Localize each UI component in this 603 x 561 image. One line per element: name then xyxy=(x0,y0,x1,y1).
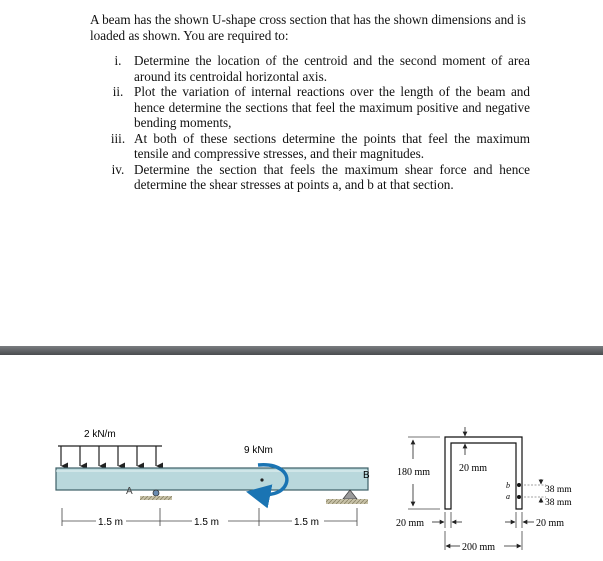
task-item xyxy=(100,84,530,131)
support-a-label: A xyxy=(126,486,133,497)
point-b-marker xyxy=(517,483,521,487)
dim-left-20: 20 mm xyxy=(396,518,425,529)
dim-180: 180 mm xyxy=(397,467,431,478)
dim-top-20: 20 mm xyxy=(459,463,488,474)
point-a-label: a xyxy=(506,492,510,501)
moment-label: 9 kNm xyxy=(244,445,273,456)
task-item xyxy=(100,131,530,162)
problem-intro: A beam has the shown U-shape cross section that has the shown dimensions and is loaded as shown. You are required to: xyxy=(90,12,526,43)
dim-200: 200 mm xyxy=(462,542,496,553)
task-number: iii. xyxy=(110,130,126,146)
task-number: ii. xyxy=(112,84,124,99)
point-a-marker xyxy=(517,495,521,499)
dim-right-20: 20 mm xyxy=(536,518,565,529)
span-1-label: 1.5 m xyxy=(98,517,124,528)
task-text: Determine the section that feels the maximum shear force and hence determine the shear stresses at points a, and b at that section. xyxy=(134,161,530,192)
task-text: Plot the variation of internal reactions over the length of the beam and hence determine the sections that feel the maximum positive and negative bending moments, xyxy=(134,84,530,130)
distributed-load xyxy=(58,429,162,466)
span-dimensions xyxy=(62,508,357,528)
section-divider xyxy=(0,346,603,355)
dim-38-a: 38 mm xyxy=(545,498,572,508)
span-2-label: 1.5 m xyxy=(194,517,220,528)
task-list xyxy=(100,53,530,193)
load-label: 2 kN/m xyxy=(84,429,116,440)
point-b-label: b xyxy=(506,481,510,490)
task-number: iv. xyxy=(111,161,125,177)
task-text: At both of these sections determine the points that feel the maximum tensile and compressive stresses, and their magnitudes. xyxy=(134,130,530,161)
dim-38-b: 38 mm xyxy=(545,485,572,495)
task-text: Determine the location of the centroid and the second moment of area around its centroidal horizontal axis. xyxy=(134,53,530,84)
task-item xyxy=(100,162,530,193)
beam-figure xyxy=(0,355,603,561)
task-number: i. xyxy=(114,53,122,68)
section-dimensions xyxy=(396,427,572,553)
task-item xyxy=(100,53,530,84)
span-3-label: 1.5 m xyxy=(294,517,320,528)
support-b-label: B xyxy=(363,470,370,481)
